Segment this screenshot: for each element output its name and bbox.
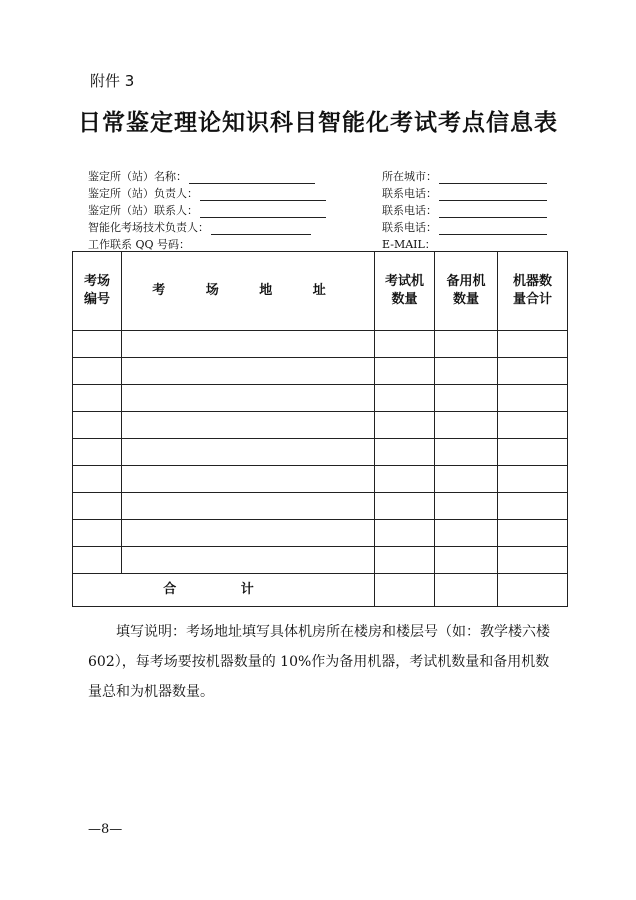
info-field-email <box>382 235 546 252</box>
total-label: 合 计 <box>163 582 284 597</box>
table-cell[interactable] <box>73 493 122 520</box>
info-blank-line <box>192 237 330 252</box>
info-label: 工作联系 QQ 号码： <box>88 238 191 251</box>
table-cell[interactable] <box>122 385 375 412</box>
header-line: 备用机 <box>446 274 486 289</box>
table-cell[interactable] <box>435 439 498 466</box>
table-cell[interactable] <box>375 547 435 574</box>
table-cell[interactable] <box>498 412 568 439</box>
info-label: E-MAIL： <box>382 238 436 251</box>
info-label: 智能化考场技术负责人： <box>88 221 209 234</box>
table-cell[interactable] <box>375 385 435 412</box>
table-header-row <box>73 252 568 331</box>
table-cell[interactable] <box>375 466 435 493</box>
total-label-cell <box>73 574 375 607</box>
info-field-institute-name <box>88 167 315 184</box>
table-cell[interactable] <box>498 520 568 547</box>
table-body <box>73 331 568 574</box>
info-blank-line <box>439 186 547 201</box>
table-cell[interactable] <box>375 358 435 385</box>
info-blank-line <box>189 169 315 184</box>
table-cell[interactable] <box>73 385 122 412</box>
header-exam-machines <box>375 252 435 331</box>
table-cell[interactable] <box>375 331 435 358</box>
table-cell[interactable] <box>122 520 375 547</box>
table-cell[interactable] <box>498 358 568 385</box>
info-label: 联系电话： <box>382 221 437 234</box>
info-label: 鉴定所（站）负责人： <box>88 187 198 200</box>
info-blank-line <box>439 169 547 184</box>
table-cell[interactable] <box>73 358 122 385</box>
table-cell[interactable] <box>498 466 568 493</box>
info-blank-line <box>211 220 311 235</box>
table-row <box>73 520 568 547</box>
info-field-city <box>382 167 547 184</box>
info-label: 联系电话： <box>382 204 437 217</box>
table-row <box>73 439 568 466</box>
table-cell[interactable] <box>375 493 435 520</box>
info-field-institute-contact <box>88 201 326 218</box>
page-number: —8— <box>88 822 123 837</box>
table-cell[interactable] <box>435 412 498 439</box>
table-row <box>73 385 568 412</box>
header-line: 量合计 <box>512 292 552 307</box>
header-line: 编号 <box>83 292 110 307</box>
info-label: 联系电话： <box>382 187 437 200</box>
fill-instructions: 填写说明：考场地址填写具体机房所在楼房和楼层号（如：教学楼六楼 602），每考场要按机器数量的 10%作为备用机器，考试机数量和备用机数量总和为机器数量。 <box>88 624 550 700</box>
table-cell[interactable] <box>435 466 498 493</box>
info-field-phone-3 <box>382 218 547 235</box>
table-cell[interactable] <box>122 331 375 358</box>
header-total-machines <box>498 252 568 331</box>
table-cell[interactable] <box>73 412 122 439</box>
table-cell[interactable] <box>73 439 122 466</box>
info-label: 所在城市： <box>382 170 437 183</box>
total-cell[interactable] <box>498 574 568 607</box>
header-spare-machines <box>435 252 498 331</box>
table-cell[interactable] <box>73 331 122 358</box>
table-cell[interactable] <box>122 466 375 493</box>
table-cell[interactable] <box>435 547 498 574</box>
table-cell[interactable] <box>498 547 568 574</box>
info-label: 鉴定所（站）名称： <box>88 170 187 183</box>
table-cell[interactable] <box>122 358 375 385</box>
table-cell[interactable] <box>435 385 498 412</box>
info-label: 鉴定所（站）联系人： <box>88 204 198 217</box>
table-cell[interactable] <box>122 412 375 439</box>
info-blank-line <box>439 203 547 218</box>
table-cell[interactable] <box>435 520 498 547</box>
table-row <box>73 493 568 520</box>
table-cell[interactable] <box>73 466 122 493</box>
exam-site-table <box>72 251 568 607</box>
table-cell[interactable] <box>375 412 435 439</box>
header-line: 考场 <box>83 274 110 289</box>
table-cell[interactable] <box>122 493 375 520</box>
info-blank-line <box>439 220 547 235</box>
info-field-phone-1 <box>382 184 547 201</box>
header-site-no <box>73 252 122 331</box>
info-field-institute-head <box>88 184 326 201</box>
table-total-row <box>73 574 568 607</box>
table-cell[interactable] <box>375 520 435 547</box>
info-blank-line <box>200 186 326 201</box>
table-cell[interactable] <box>122 439 375 466</box>
document-title: 日常鉴定理论知识科目智能化考试考点信息表 <box>78 109 558 136</box>
table-cell[interactable] <box>435 331 498 358</box>
header-line: 考试机 <box>384 274 424 289</box>
table-cell[interactable] <box>73 547 122 574</box>
header-line: 机器数 <box>512 274 552 289</box>
table-cell[interactable] <box>73 520 122 547</box>
total-cell[interactable] <box>375 574 435 607</box>
table-row <box>73 466 568 493</box>
table-row <box>73 358 568 385</box>
table-cell[interactable] <box>498 493 568 520</box>
header-address <box>122 252 375 331</box>
table-cell[interactable] <box>435 493 498 520</box>
total-cell[interactable] <box>435 574 498 607</box>
info-field-tech-lead <box>88 218 311 235</box>
info-field-phone-2 <box>382 201 547 218</box>
table-row <box>73 412 568 439</box>
table-row <box>73 547 568 574</box>
table-cell[interactable] <box>375 439 435 466</box>
table-row <box>73 331 568 358</box>
header-line: 考 场 地 址 <box>152 283 344 298</box>
table-cell[interactable] <box>498 439 568 466</box>
info-blank-line <box>200 203 326 218</box>
header-line: 数量 <box>452 292 479 307</box>
attachment-label: 附件 3 <box>90 72 135 90</box>
info-field-qq <box>88 235 330 252</box>
table-cell[interactable] <box>122 547 375 574</box>
table-cell[interactable] <box>498 331 568 358</box>
header-line: 数量 <box>391 292 418 307</box>
table-cell[interactable] <box>435 358 498 385</box>
info-blank-line <box>438 237 546 252</box>
table-cell[interactable] <box>498 385 568 412</box>
